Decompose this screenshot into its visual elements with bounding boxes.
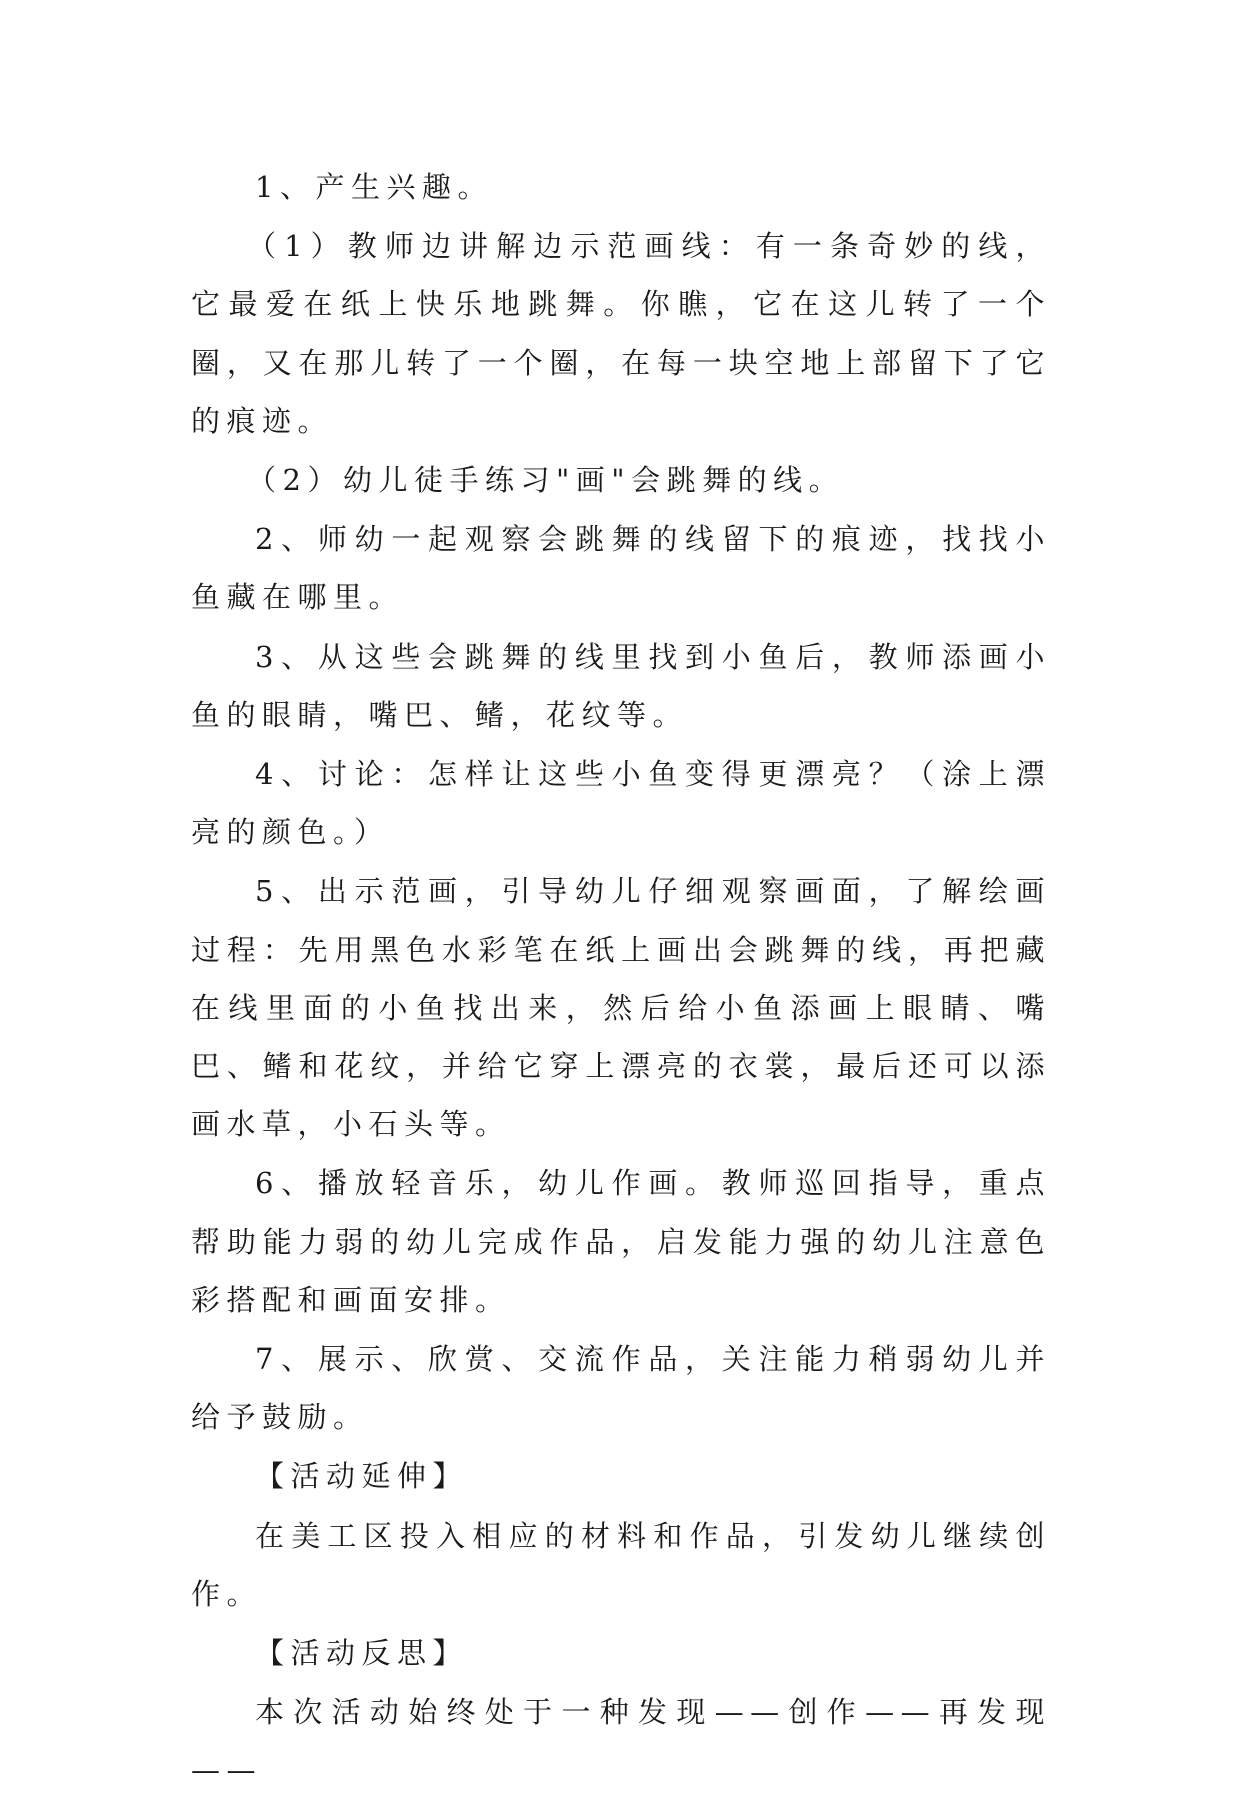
paragraph-item-1: 1、产生兴趣。 — [255, 170, 493, 204]
paragraph-item-7: 7、展示、欣赏、交流作品，关注能力稍弱幼儿并给予鼓励。 — [191, 1342, 1051, 1435]
paragraph-item-6: 6、播放轻音乐，幼儿作画。教师巡回指导，重点帮助能力弱的幼儿完成作品，启发能力强的幼儿注意色彩搭配和画面安排。 — [191, 1166, 1051, 1317]
paragraph-extension: 在美工区投入相应的材料和作品，引发幼儿继续创作。 — [191, 1518, 1051, 1611]
document-body — [191, 158, 1051, 1801]
paragraph-item-4: 4、讨论：怎样让这些小鱼变得更漂亮？（涂上漂亮的颜色。） — [191, 757, 1051, 850]
section-heading-extension: 【活动延伸】 — [255, 1459, 469, 1494]
paragraph-item-5: 5、出示范画，引导幼儿仔细观察画面，了解绘画过程：先用黑色水彩笔在纸上画出会跳舞的线，再把藏在线里面的小鱼找出来，然后给小鱼添画上眼睛、嘴巴、鳍和花纹，并给它穿上漂亮的衣裳，最后还可以添画水草，小石头等。 — [191, 874, 1051, 1142]
section-heading-reflection: 【活动反思】 — [255, 1636, 469, 1671]
paragraph-item-3: 3、从这些会跳舞的线里找到小鱼后，教师添画小鱼的眼睛，嘴巴、鳍，花纹等。 — [191, 639, 1051, 732]
paragraph-reflection: 本次活动始终处于一种发现——创作——再发现—— — [191, 1695, 1051, 1788]
paragraph-item-2: 2、师幼一起观察会跳舞的线留下的痕迹，找找小鱼藏在哪里。 — [191, 522, 1051, 615]
paragraph-item-1-2: （2）幼儿徒手练习"画"会跳舞的线。 — [247, 463, 845, 498]
paragraph-item-1-1: （1）教师边讲解边示范画线：有一条奇妙的线，它最爱在纸上快乐地跳舞。你瞧，它在这儿转了一个圈，又在那儿转了一个圈，在每一块空地上部留下了它的痕迹。 — [191, 229, 1051, 438]
